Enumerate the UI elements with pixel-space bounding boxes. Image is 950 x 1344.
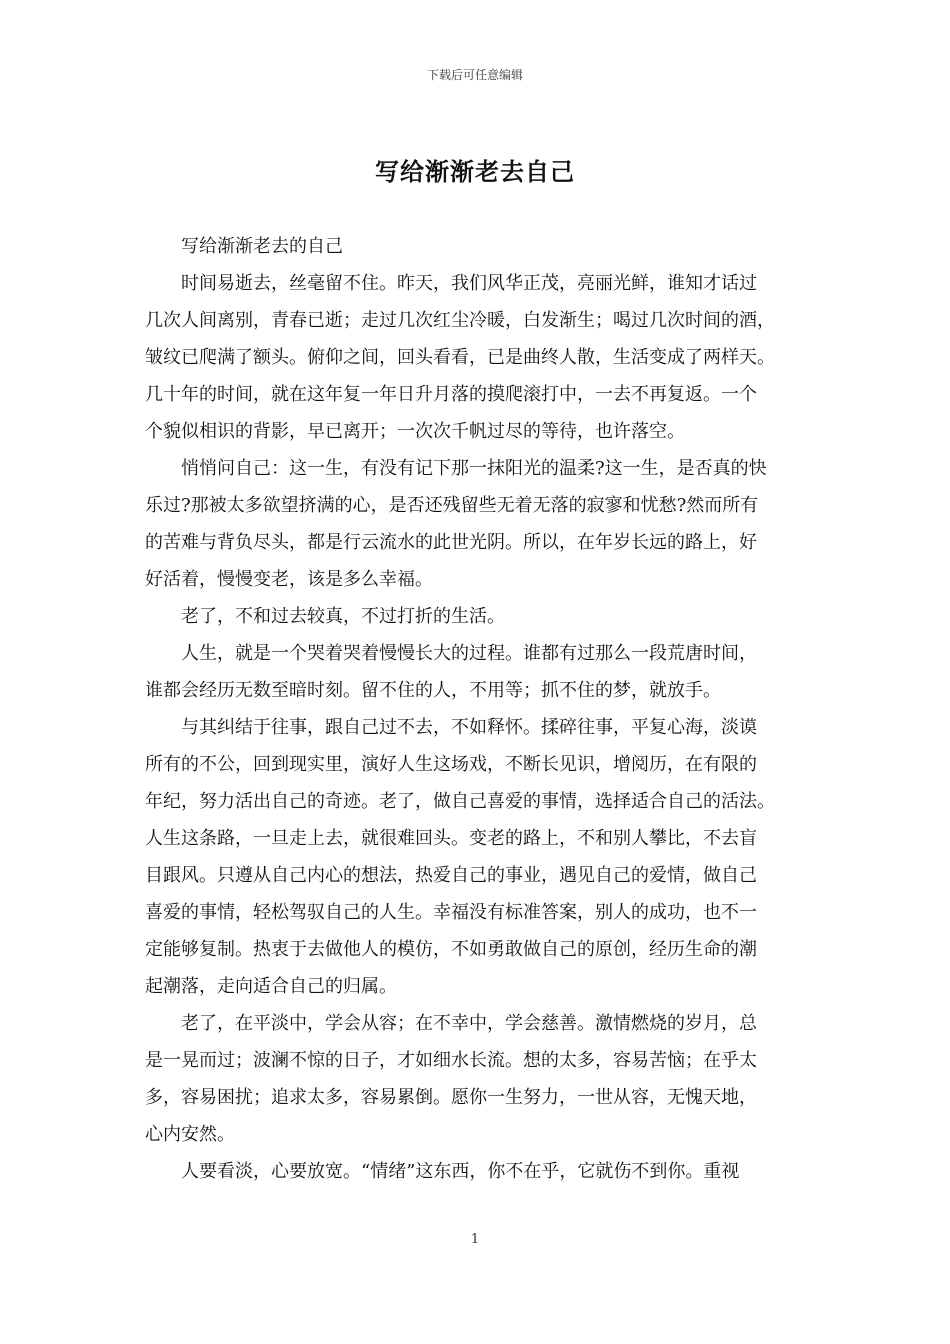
page-number: 1 (470, 1232, 480, 1247)
paragraph-line: 老了，在平淡中，学会从容；在不幸中，学会慈善。激情燃烧的岁月，总 (181, 1013, 757, 1034)
paragraph-line: 人生这条路，一旦走上去，就很难回头。变老的路上，不和别人攀比，不去盲 (145, 828, 757, 849)
paragraph-line: 几十年的时间，就在这年复一年日升月落的摸爬滚打中，一去不再复返。一个 (145, 384, 757, 405)
paragraph-line: 所有的不公，回到现实里，演好人生这场戏，不断长见识，增阅历，在有限的 (145, 754, 757, 775)
paragraph (145, 709, 807, 1005)
paragraph-line: 的苦难与背负尽头，都是行云流水的此世光阴。所以，在年岁长远的路上，好 (145, 532, 757, 553)
paragraph-line: 好活着，慢慢变老，该是多么幸福。 (145, 569, 433, 590)
paragraph (145, 450, 807, 598)
paragraph-line: 多，容易困扰；追求太多，容易累倒。愿你一生努力，一世从容，无愧天地， (145, 1087, 757, 1108)
paragraph-line: 是一晃而过；波澜不惊的日子，才如细水长流。想的太多，容易苦恼；在乎太 (145, 1050, 757, 1071)
paragraph-line: 老了，不和过去较真，不过打折的生活。 (181, 606, 505, 627)
paragraph-line: 几次人间离别，青春已逝；走过几次红尘冷暖，白发渐生；喝过几次时间的酒， (145, 310, 775, 331)
paragraph (145, 265, 807, 450)
paragraph-line: 人生，就是一个哭着哭着慢慢长大的过程。谁都有过那么一段荒唐时间， (181, 643, 757, 664)
paragraph-line: 谁都会经历无数至暗时刻。留不住的人，不用等；抓不住的梦，就放手。 (145, 680, 721, 701)
paragraph-line: 皱纹已爬满了额头。俯仰之间，回头看看，已是曲终人散，生活变成了两样天。 (145, 347, 775, 368)
paragraph-line: 年纪，努力活出自己的奇迹。老了，做自己喜爱的事情，选择适合自己的活法。 (145, 791, 775, 812)
header-note: 下载后可任意编辑 (426, 68, 523, 82)
paragraph-line: 起潮落，走向适合自己的归属。 (145, 976, 397, 997)
paragraph (145, 1153, 807, 1190)
paragraph-line: 与其纠结于往事，跟自己过不去，不如释怀。揉碎往事，平复心海，淡谟 (181, 717, 757, 738)
paragraph (145, 228, 807, 265)
paragraph-line: 人要看淡，心要放宽。“情绪”这东西，你不在乎，它就伤不到你。重视 (181, 1161, 740, 1182)
paragraph (145, 635, 807, 709)
paragraph (145, 598, 807, 635)
paragraph-line: 写给渐渐老去的自己 (181, 236, 343, 257)
paragraph-line: 时间易逝去，丝毫留不住。昨天，我们风华正茂，亮丽光鲜，谁知才话过 (181, 273, 757, 294)
paragraph-line: 喜爱的事情，轻松驾驭自己的人生。幸福没有标准答案，别人的成功，也不一 (145, 902, 757, 923)
paragraph-line: 悄悄问自己：这一生，有没有记下那一抹阳光的温柔?这一生，是否真的快 (181, 458, 767, 479)
paragraph-line: 乐过?那被太多欲望挤满的心，是否还残留些无着无落的寂寥和忧愁?然而所有 (145, 495, 759, 516)
paragraph-line: 个貌似相识的背影，早已离开；一次次千帆过尽的等待，也许落空。 (145, 421, 685, 442)
paragraph-line: 定能够复制。热衷于去做他人的模仿，不如勇敢做自己的原创，经历生命的潮 (145, 939, 757, 960)
paragraph (145, 1005, 807, 1153)
paragraph-line: 目跟风。只遵从自己内心的想法，热爱自己的事业，遇见自己的爱情，做自己 (145, 865, 757, 886)
paragraph-line: 心内安然。 (145, 1124, 235, 1145)
document-title: 写给渐渐老去自己 (375, 157, 575, 186)
document-body (145, 228, 807, 1190)
